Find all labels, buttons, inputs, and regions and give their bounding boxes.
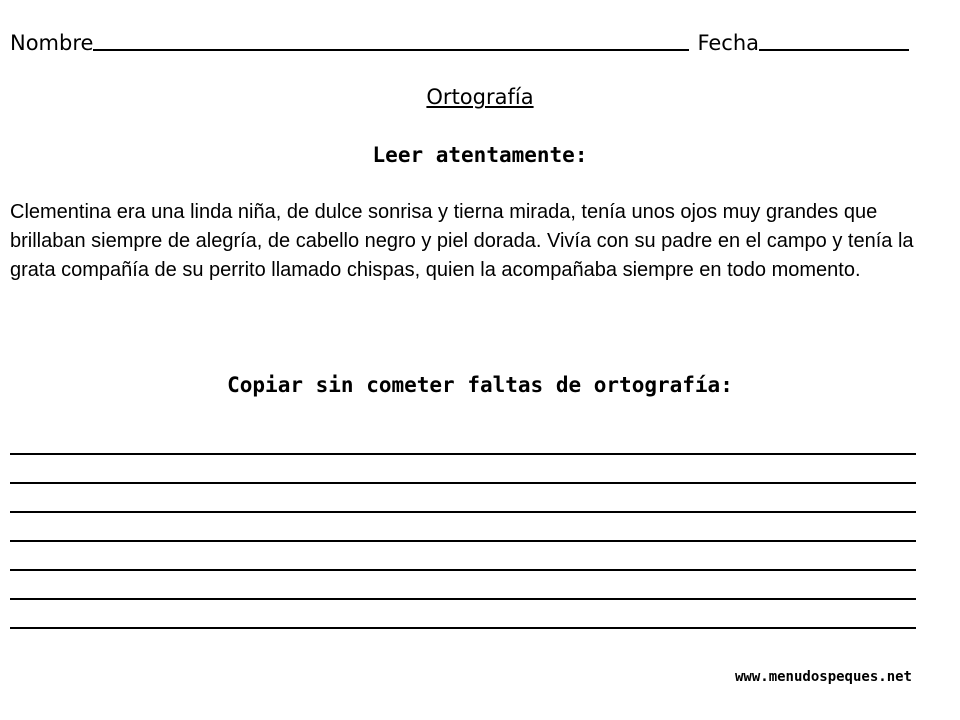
writing-line[interactable] — [10, 484, 916, 513]
page-title: Ortografía — [426, 85, 534, 109]
writing-line[interactable] — [10, 600, 916, 629]
writing-line[interactable] — [10, 455, 916, 484]
writing-line[interactable] — [10, 513, 916, 542]
copy-heading: Copiar sin cometer faltas de ortografía: — [227, 373, 733, 397]
footer-url: www.menudospeques.net — [734, 669, 912, 685]
writing-line[interactable] — [10, 542, 916, 571]
reading-paragraph: Clementina era una linda niña, de dulce sonrisa y tierna mirada, tenía unos ojos muy grandes que brillaban siempre de alegría, de cabello negro y piel dorada. Vivía con su padre en el campo y tenía la grata compañía de su perrito llamado chispas, quien la acompañaba siempre en todo momento. — [10, 201, 914, 281]
writing-line[interactable] — [10, 426, 916, 455]
name-field[interactable] — [93, 29, 689, 51]
read-heading: Leer atentamente: — [372, 143, 588, 167]
header-row — [10, 26, 940, 56]
date-field[interactable] — [759, 29, 909, 51]
date-label: Fecha — [697, 31, 760, 55]
name-label: Nombre — [10, 31, 94, 55]
writing-line[interactable] — [10, 571, 916, 600]
writing-lines — [10, 426, 916, 629]
